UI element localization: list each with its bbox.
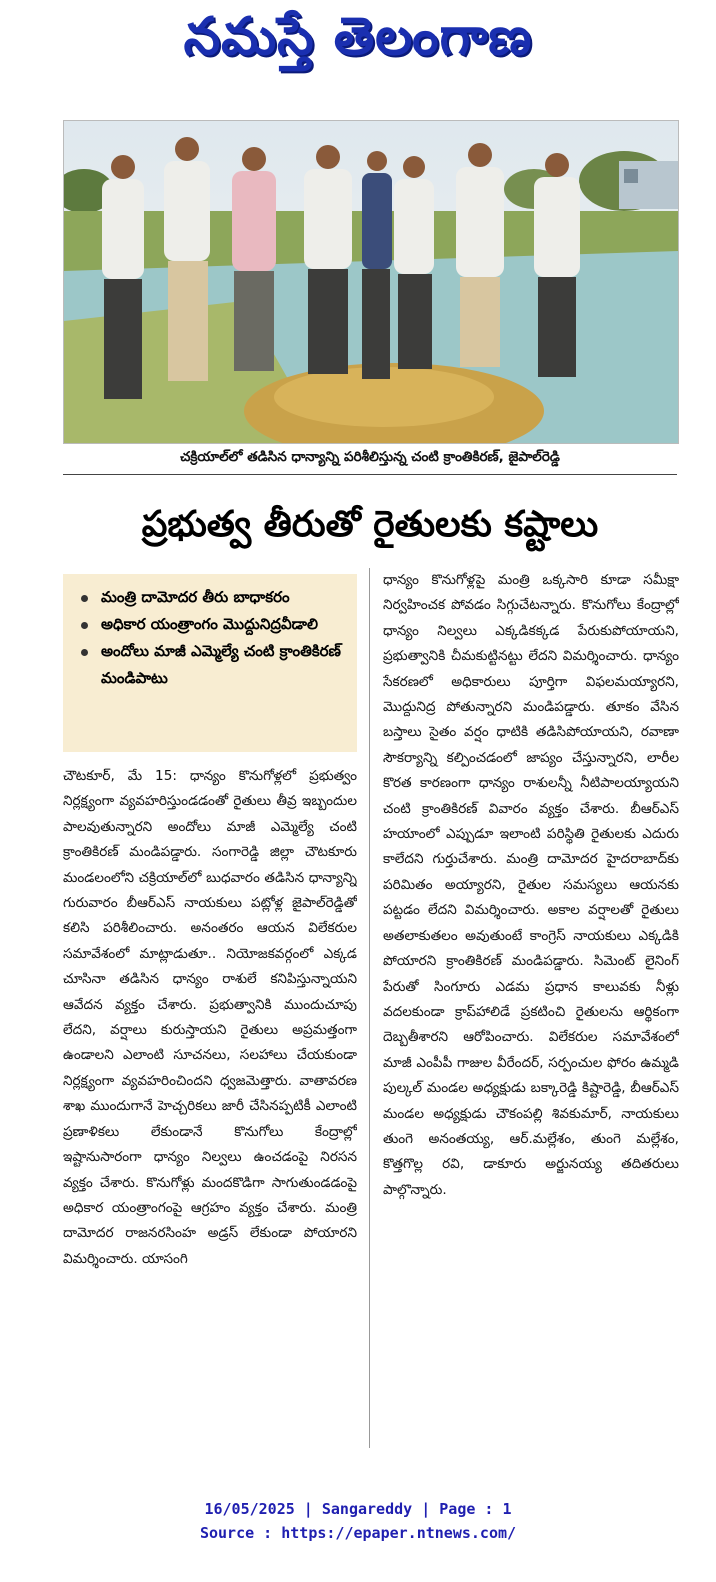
highlight-item	[81, 638, 347, 692]
highlight-item	[81, 584, 347, 611]
bullet-icon	[81, 622, 88, 629]
highlights-box	[63, 574, 357, 752]
caption-divider	[63, 474, 677, 475]
source-link[interactable]: Source : https://epaper.ntnews.com/	[199, 1524, 517, 1542]
headline: ప్రభుత్వ తీరుతో రైతులకు కష్టాలు	[141, 504, 599, 545]
highlight-text: మంత్రి దామోదర తీరు బాధాకరం	[101, 588, 290, 606]
edition-info: 16/05/2025 | Sangareddy | Page : 1	[204, 1500, 512, 1518]
article-column-left: చౌటకూర్, మే 15: ధాన్యం కొనుగోళ్లలో ప్రభుత్వం నిర్లక్ష్యంగా వ్యవహరిస్తుండడంతో రైతులు తీవ్ర ఇబ్బందుల పాలవుతున్నారని అందోలు మాజీ ఎమ్మెల్యే చంటి క్రాంతికిరణ్ మండిపడ్డారు. సంగారెడ్డి జిల్లా చౌటకూరు మండలంలోని చక్రియాల్‌లో బుధవారం తడిసిన ధాన్యాన్ని గురువారం బీఆర్‌ఎస్ నాయకులు పట్లోళ్ల జైపాల్‌రెడ్డితో కలిసి పరిశీలించారు. అనంతరం ఆయన విలేకరుల సమావేశంలో మాట్లాడుతూ.. నియోజకవర్గంలో ఎక్కడ చూసినా తడిసిన ధాన్యం రాశులే కనిపిస్తున్నాయని ఆవేదన వ్యక్తం చేశారు. ప్రభుత్వానికి ముందుచూపు లేదని, వర్షాలు కురుస్తాయని రైతులు అప్రమత్తంగా ఉండాలని ఎలాంటి సూచనలు, సలహాలు చేయకుండా నిర్లక్ష్యంగా వ్యవహరించిందని ధ్వజమెత్తారు. వాతావరణ శాఖ ముందుగానే హెచ్చరికలు జారీ చేసినప్పటికీ ఎలాంటి ప్రణాళికలు లేకుండానే కొనుగోలు కేంద్రాల్లో ఇష్టానుసారంగా ధాన్యం నిల్వలు ఉంచడంపై నిరసన వ్యక్తం చేశారు. కొనుగోళ్లు మందకొడిగా సాగుతుండడంపై అధికార యంత్రాంగంపై ఆగ్రహం వ్యక్తం చేశారు. మంత్రి దామోదర రాజనరసింహ అడ్రస్ లేకుండా పోయారని విమర్శించారు. యాసంగి	[63, 768, 357, 1267]
news-photo	[63, 120, 679, 444]
masthead	[0, 0, 716, 84]
highlight-text: అధికార యంత్రాంగం మొద్దునిద్రవీడాలి	[101, 615, 318, 633]
photo-caption: చక్రియాల్‌లో తడిసిన ధాన్యాన్ని పరిశీలిస్తున్న చంటి క్రాంతికిరణ్, జైపాల్‌రెడ్డి	[180, 449, 560, 465]
column-divider	[369, 568, 370, 1448]
article-column-right: ధాన్యం కొనుగోళ్లపై మంత్రి ఒక్కసారి కూడా సమీక్షా నిర్వహించక పోవడం సిగ్గుచేటన్నారు. కొనుగోలు కేంద్రాల్లో ధాన్యం నిల్వలు ఎక్కడికక్కడ పేరుకుపోయాయని, ప్రభుత్వానికి చీమకుట్టినట్టు లేదని విమర్శించారు. ధాన్యం సేకరణలో అధికారులు పూర్తిగా విఫలమయ్యారని, మొద్దునిద్ర పోతున్నారని మండిపడ్డారు. తూకం వేసిన బస్తాలు సైతం వర్షం ధాటికి తడిసిపోయాయని, రవాణా సౌకర్యాన్ని కల్పించడంలో జాప్యం చేస్తున్నారని, లారీల కొరత కారణంగా ధాన్యం రాశులన్నీ నీటిపాలయ్యాయని చంటి క్రాంతికిరణ్ వివారం వ్యక్తం చేశారు. బీఆర్‌ఎస్ హయాంలో ఎప్పుడూ ఇలాంటి పరిస్థితి రైతులకు ఎదురు కాలేదని గుర్తుచేశారు. మంత్రి దామోదర హైదరాబాద్‌కు పరిమితం అయ్యారని, రైతుల సమస్యలు ఆయనకు పట్టడం లేదని విమర్శించారు. అకాల వర్షాలతో రైతులు అతలాకుతలం అవుతుంటే కాంగ్రెస్ నాయకులు ఎక్కడికి పోయారని క్రాంతికిరణ్ మండిపడ్డారు. సిమెంట్ లైనింగ్ పేరుతో సింగూరు ఎడమ ప్రధాన కాలువకు నీళ్లు వదలకుండా క్రాప్‌హాలిడే ప్రకటించి రైతులను ఆర్థికంగా దెబ్బతీశారని ఆరోపించారు. విలేకరుల సమావేశంలో మాజీ ఎంపీపీ గాజుల వీరేందర్, సర్పంచుల ఫోరం ఉమ్మడి పుల్కల్ మండల అధ్యక్షుడు బక్కారెడ్డి కిష్టారెడ్డి, బీఆర్‌ఎస్ మండల అధ్యక్షుడు చౌకంపల్లి శివకుమార్, నాయకులు తుంగె అనంతయ్య, ఆర్.మల్లేశం, తుంగె మల్లేశం, కొత్తగొల్ల రవి, డాకూరు అర్జునయ్య తదితరులు పాల్గొన్నారు.	[383, 572, 679, 1198]
masthead-title: నమస్తే తెలంగాణ	[183, 6, 533, 67]
highlight-text: అందోలు మాజీ ఎమ్మెల్యే చంటి క్రాంతికిరణ్ మండిపాటు	[101, 642, 341, 687]
bullet-icon	[81, 649, 88, 656]
highlight-item	[81, 611, 347, 638]
bullet-icon	[81, 595, 88, 602]
